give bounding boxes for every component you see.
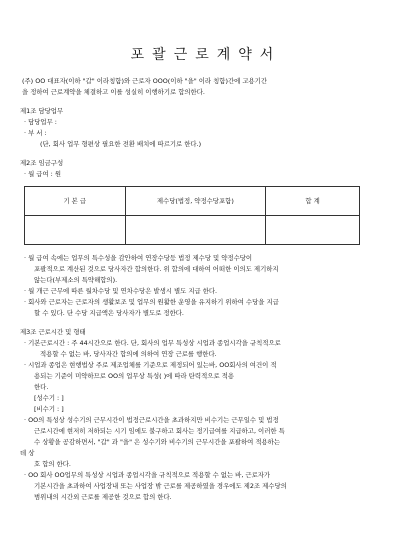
article3-line: 한다. [34, 383, 49, 391]
article2-note-line: · 월 개근 근무에 따른 월차수당 및 연차수당은 발생시 별도 지급 한다. [24, 287, 218, 295]
article3-line: · 기본근로시간 : 주 44시간으로 한다. 단, 회사의 업무 특성상 시업과 종업시각을 규칙적으로 [24, 339, 281, 347]
off-season-line: [비수기 : ] [34, 405, 64, 413]
article3-line: 근로시간에 현저히 저하되는 시기 임에도 불구하고 회사는 정기급여를 지급하고, 이러한 특 [34, 427, 285, 435]
article3-line: 기본시간을 초과하여 사업장내 또는 사업장 밖 근로를 제공하였을 경우에도 제2조 제수당의 [34, 482, 287, 490]
peak-season-line: [성수기 : ] [34, 394, 64, 402]
intro-line: 을 정하여 근로계약을 체결하고 이를 성실히 이행하기로 합의한다. [22, 88, 205, 96]
table-header-cell: 제수당(법정, 약정수당포함) [125, 187, 266, 216]
table-row [25, 216, 360, 245]
article1-note: (단, 회사 업무 형편상 필요한 전환 배치에 따르기로 한다.) [40, 140, 202, 148]
article3-line: · OO의 특성상 성수기의 근무시간이 법정근로시간을 초과하지만 비수기는 근무일수 및 법정 [24, 416, 279, 424]
article3-line: 데 상 [20, 449, 35, 457]
article1-duty-line: · 담당업무 : [24, 118, 57, 126]
table-cell [125, 216, 266, 245]
article3-line: 용되는 기준이 미약하므로 OO의 업무상 특성( )에 따라 탄력적으로 적용 [34, 372, 235, 380]
table-row [25, 187, 360, 216]
article1-dept-line: · 부 서 : [24, 129, 47, 137]
article3-heading: 제3조 근로시간 및 형태 [20, 328, 86, 336]
article3-line: · 시업과 종업은 현행법상 주로 제조업체를 기준으로 제정되어 있는바, OO회사의 여건이 적 [24, 361, 277, 369]
article3-line: · OO 회사 OO업무의 특성상 시업과 종업시각을 규칙적으로 적용할 수 없는 바, 근로자가 [24, 471, 271, 479]
intro-line: (주) OO 대표자(이하 "갑" 이라칭함)와 근로자 OOO(이하 "을" 이라 칭함)간에 고용기간 [22, 77, 268, 85]
article1-heading: 제1조 담당업무 [20, 107, 64, 115]
intro-paragraph [20, 76, 384, 98]
table-header-cell: 기 본 급 [25, 187, 126, 216]
article2-note-line: · 월 급여 속에는 업무의 특수성을 감안하여 연장수당등 법정 제수당 및 약정수당이 [24, 254, 253, 262]
article2-heading: 제2조 임금구성 [20, 159, 64, 167]
article3-line: 수 상황을 공감하면서, "갑" 과 "을" 은 성수기와 비수기의 근무시간을 포괄하여 적용하는 [34, 438, 281, 446]
document-title: 포괄근로계약서 [130, 47, 282, 63]
table-header-cell: 합 계 [266, 187, 360, 216]
article3-line: 범위내의 시간외 근로를 제공한 것으로 합의 한다. [34, 493, 172, 501]
article2-note-line: 할 수 있다. 단 수당 지급액은 당사자가 별도로 정한다. [34, 309, 184, 317]
wage-table [24, 186, 360, 245]
article2-note-line: 포괄적으로 계산된 것으로 당사자간 합의한다. 위 합의에 대하여 어떠한 이의도 제기하지 [34, 265, 279, 273]
article3-line: 적용할 수 없는 바, 당사자간 합의에 의하여 연장 근로를 행한다. [40, 350, 217, 358]
article2-note-line: · 회사와 근로자는 근로자의 생활보조 및 업무의 원활한 운영을 유지하기 위하여 수당을 지급 [24, 298, 279, 306]
article2-note-line: 않는다(부제소의 특약해합의). [34, 276, 118, 284]
article3-line: 호 합의 한다. [34, 460, 71, 468]
table-cell [25, 216, 126, 245]
table-cell [266, 216, 360, 245]
monthly-wage-line: · 월 급여 : 원 [24, 170, 62, 178]
